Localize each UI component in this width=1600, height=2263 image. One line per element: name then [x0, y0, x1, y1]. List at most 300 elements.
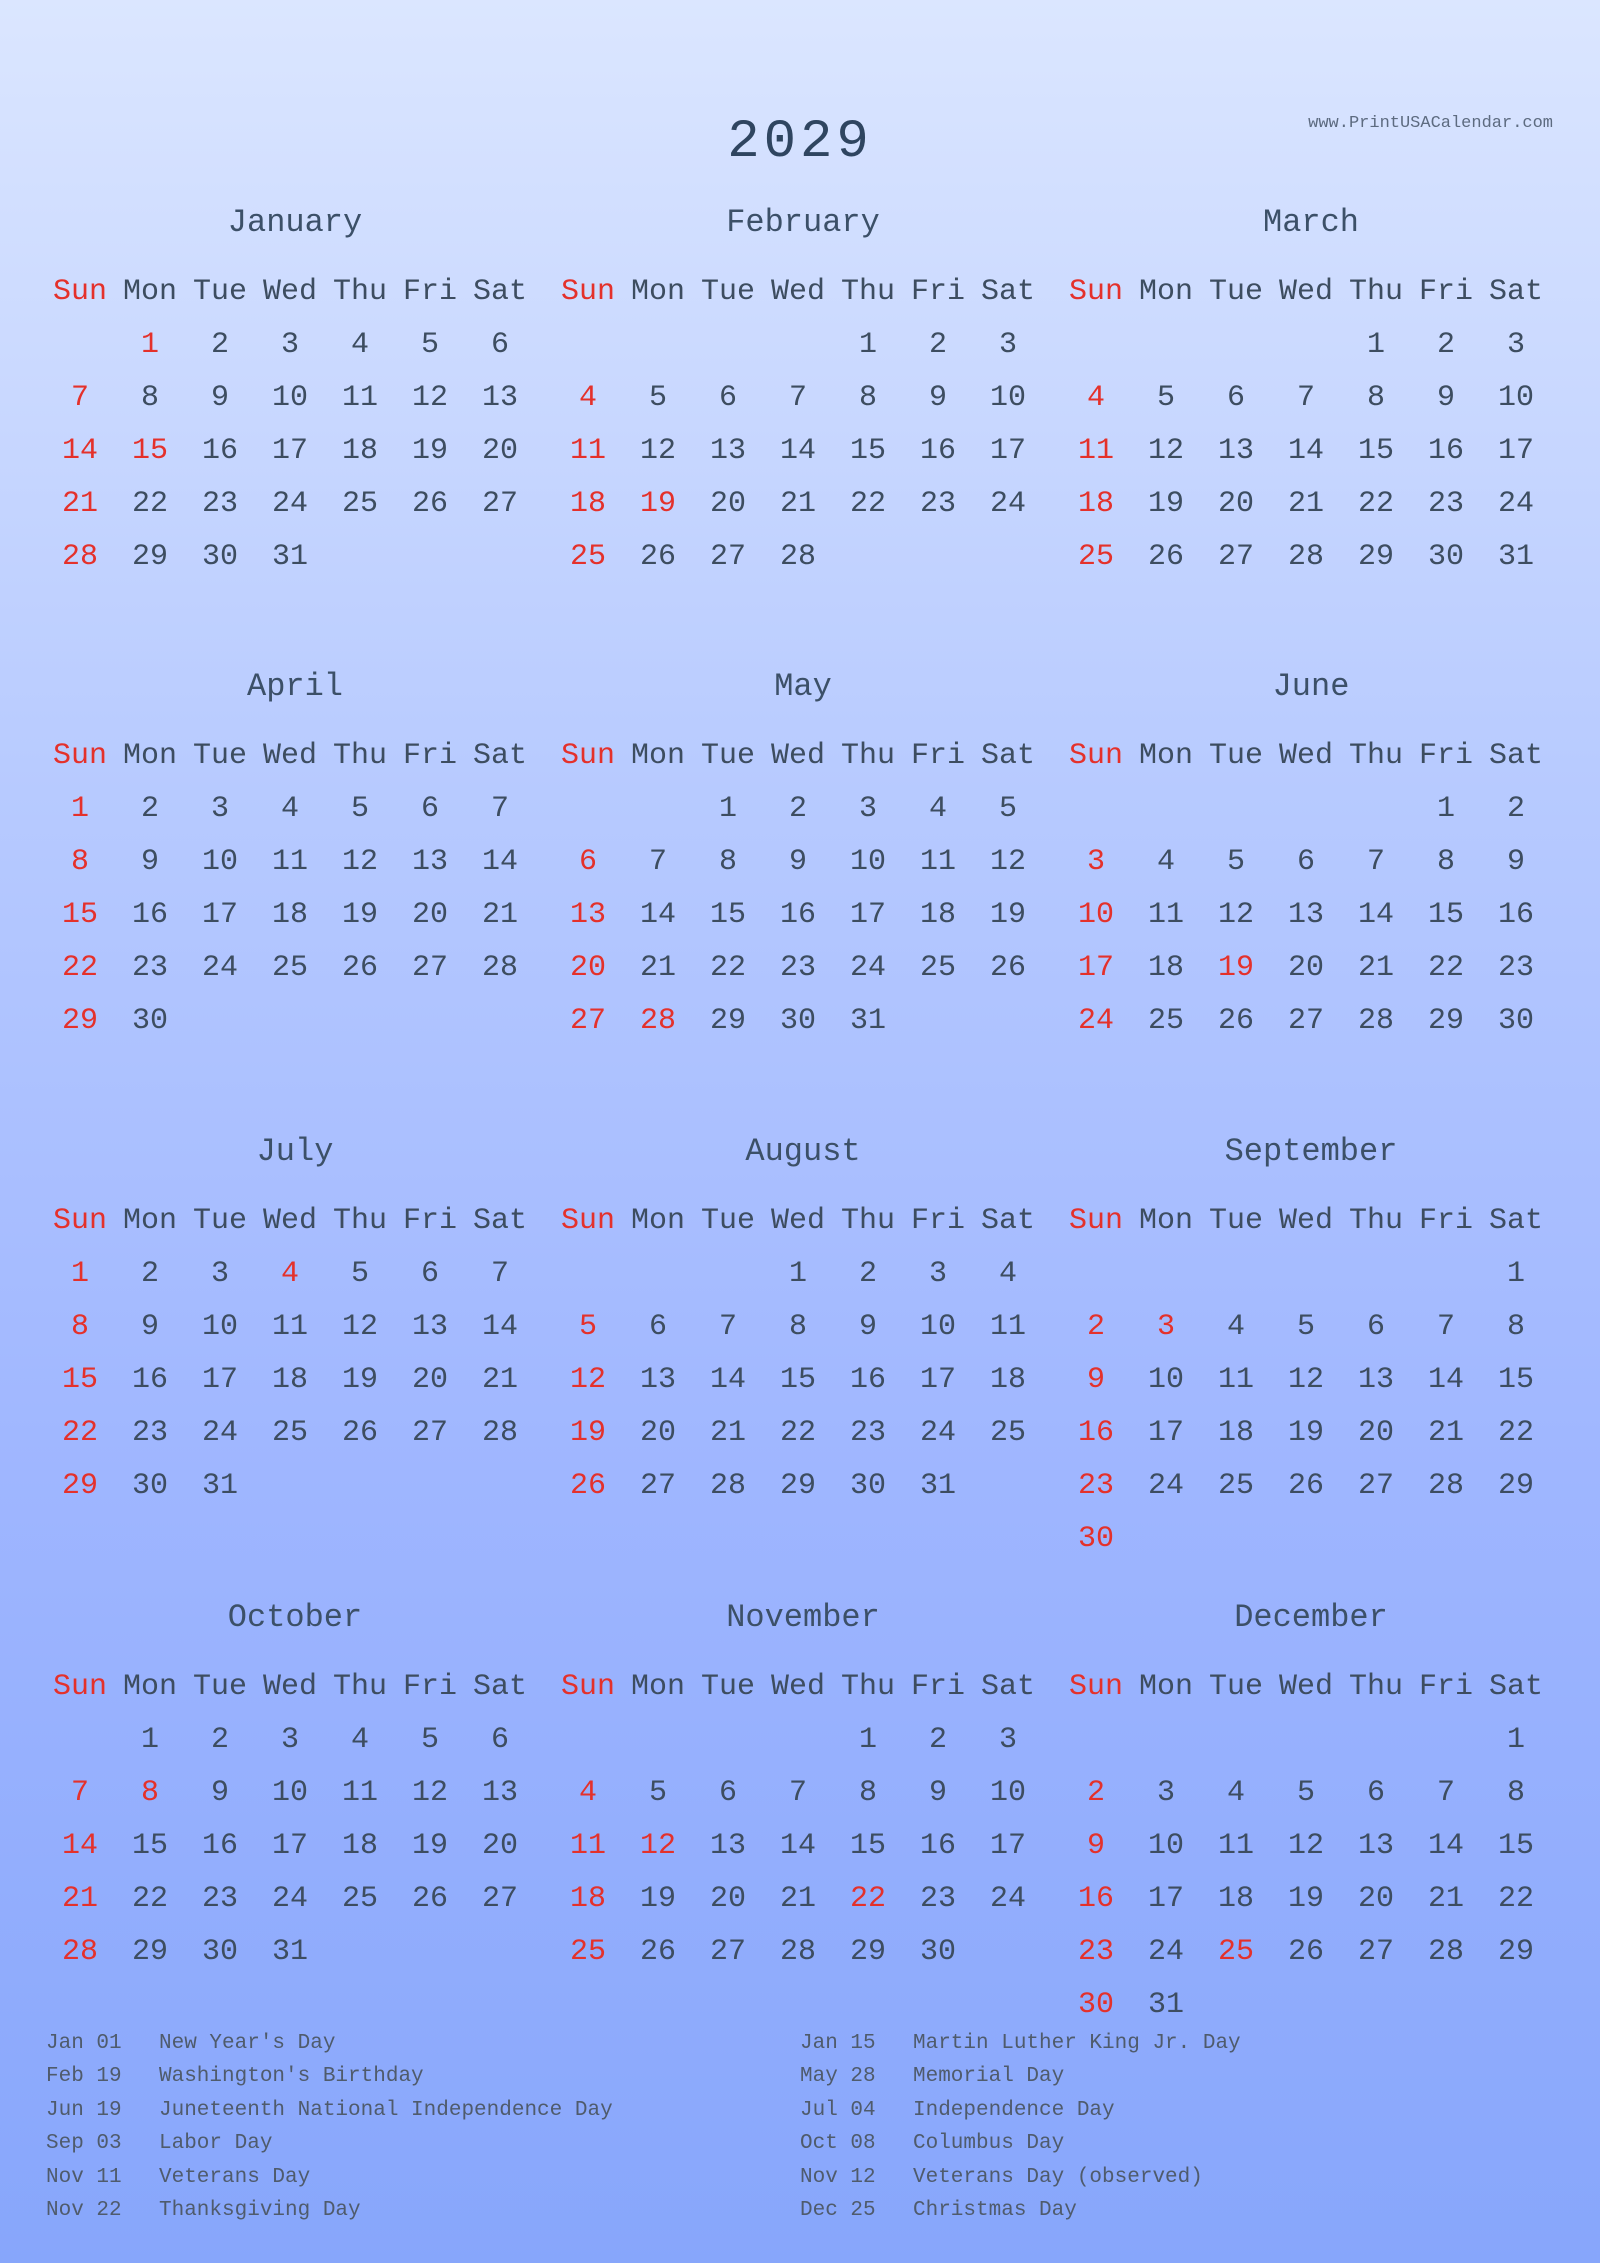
day-cell: 9	[788, 844, 807, 879]
day-cell: 5	[1296, 1309, 1315, 1344]
calendar-year-title: 2029	[727, 112, 873, 173]
day-cell: 25	[1217, 1934, 1254, 1969]
day-cell: 8	[718, 844, 737, 879]
day-cell: 5	[350, 1256, 369, 1291]
weekday-label: Tue	[700, 1203, 755, 1238]
day-cell: 9	[140, 1309, 159, 1344]
holiday-entry	[800, 2127, 1241, 2160]
day-cell: 2	[140, 791, 159, 826]
day-cell: 15	[1497, 1828, 1534, 1863]
day-cell: 27	[411, 950, 448, 985]
day-cell: 24	[201, 1415, 238, 1450]
day-cell: 9	[210, 1775, 229, 1810]
day-cell: 25	[1077, 539, 1114, 574]
holiday-date: Jun 19	[46, 2098, 122, 2122]
week-row	[1061, 1353, 1561, 1406]
day-cell: 24	[1147, 1468, 1184, 1503]
weekday-label: Tue	[1208, 274, 1263, 309]
week-row	[553, 994, 1053, 1047]
weekday-header	[553, 729, 1053, 782]
day-cell: 14	[779, 433, 816, 468]
day-cell: 15	[1427, 897, 1464, 932]
week-row	[45, 424, 545, 477]
day-cell: 9	[210, 380, 229, 415]
day-cell: 21	[481, 897, 518, 932]
month-october	[45, 1598, 545, 1978]
day-cell: 10	[1077, 897, 1114, 932]
day-cell: 14	[61, 433, 98, 468]
weekday-label: Sun	[52, 1669, 107, 1704]
day-cell: 27	[1357, 1934, 1394, 1969]
day-cell: 25	[1217, 1468, 1254, 1503]
month-may	[553, 667, 1053, 1047]
day-cell: 25	[989, 1415, 1026, 1450]
day-cell: 25	[271, 1415, 308, 1450]
weekday-label: Sun	[52, 274, 107, 309]
weekday-label: Tue	[700, 274, 755, 309]
month-january	[45, 203, 545, 583]
week-row	[1061, 1819, 1561, 1872]
day-cell: 13	[1287, 897, 1324, 932]
day-cell: 10	[201, 844, 238, 879]
holiday-list-left	[46, 2027, 613, 2227]
day-cell: 11	[1217, 1828, 1254, 1863]
day-cell: 27	[481, 486, 518, 521]
day-cell: 28	[1357, 1003, 1394, 1038]
weekday-label: Sat	[980, 274, 1035, 309]
week-row	[1061, 1406, 1561, 1459]
day-cell: 22	[849, 486, 886, 521]
week-row	[1061, 941, 1561, 994]
holiday-entry	[800, 2161, 1241, 2194]
day-cell: 26	[989, 950, 1026, 985]
week-row	[45, 1300, 545, 1353]
day-cell: 18	[271, 1362, 308, 1397]
week-row	[1061, 1459, 1561, 1512]
holiday-date: Dec 25	[800, 2198, 876, 2222]
day-cell: 8	[70, 844, 89, 879]
holiday-date: Sep 03	[46, 2132, 122, 2156]
day-cell: 23	[779, 950, 816, 985]
day-cell: 17	[1147, 1415, 1184, 1450]
weekday-label: Tue	[700, 1669, 755, 1704]
day-cell: 23	[849, 1415, 886, 1450]
day-cell: 19	[341, 1362, 378, 1397]
week-row	[553, 1247, 1053, 1300]
day-cell: 4	[1086, 380, 1105, 415]
day-cell: 21	[639, 950, 676, 985]
weekday-label: Fri	[402, 1203, 457, 1238]
day-cell: 4	[350, 327, 369, 362]
day-cell: 7	[1366, 844, 1385, 879]
day-cell: 21	[779, 1881, 816, 1916]
day-cell: 17	[849, 897, 886, 932]
day-cell: 11	[569, 1828, 606, 1863]
day-cell: 14	[1427, 1828, 1464, 1863]
day-cell: 15	[709, 897, 746, 932]
holiday-date: Nov 22	[46, 2198, 122, 2222]
weekday-label: Sat	[472, 738, 527, 773]
day-cell: 31	[1497, 539, 1534, 574]
day-cell: 28	[1427, 1468, 1464, 1503]
day-cell: 27	[639, 1468, 676, 1503]
day-cell: 25	[341, 486, 378, 521]
day-cell: 10	[989, 1775, 1026, 1810]
day-cell: 19	[341, 897, 378, 932]
weekday-label: Tue	[192, 1669, 247, 1704]
week-row	[553, 424, 1053, 477]
day-cell: 1	[858, 327, 877, 362]
day-cell: 8	[788, 1309, 807, 1344]
day-cell: 27	[569, 1003, 606, 1038]
day-cell: 15	[61, 897, 98, 932]
weekday-label: Fri	[1418, 1203, 1473, 1238]
day-cell: 11	[919, 844, 956, 879]
day-cell: 3	[998, 1722, 1017, 1757]
day-cell: 10	[1147, 1828, 1184, 1863]
week-row	[1061, 1766, 1561, 1819]
day-cell: 11	[1077, 433, 1114, 468]
weekday-label: Mon	[1138, 1669, 1193, 1704]
day-cell: 16	[131, 1362, 168, 1397]
day-cell: 1	[788, 1256, 807, 1291]
day-cell: 30	[1427, 539, 1464, 574]
day-cell: 20	[709, 1881, 746, 1916]
weekday-label: Wed	[262, 1669, 317, 1704]
day-cell: 7	[1296, 380, 1315, 415]
day-cell: 8	[858, 1775, 877, 1810]
day-cell: 20	[411, 1362, 448, 1397]
weekday-label: Tue	[1208, 738, 1263, 773]
day-cell: 3	[1156, 1309, 1175, 1344]
day-cell: 13	[481, 380, 518, 415]
day-cell: 14	[481, 844, 518, 879]
day-cell: 18	[1147, 950, 1184, 985]
day-cell: 28	[1287, 539, 1324, 574]
weekday-label: Fri	[1418, 1669, 1473, 1704]
week-row	[45, 477, 545, 530]
day-cell: 6	[420, 791, 439, 826]
day-cell: 23	[1497, 950, 1534, 985]
day-cell: 1	[140, 1722, 159, 1757]
holiday-entry	[46, 2094, 613, 2127]
day-cell: 27	[481, 1881, 518, 1916]
weekday-label: Tue	[700, 738, 755, 773]
week-row	[45, 1406, 545, 1459]
day-cell: 27	[709, 1934, 746, 1969]
day-cell: 30	[131, 1003, 168, 1038]
weekday-label: Sat	[472, 274, 527, 309]
day-cell: 20	[709, 486, 746, 521]
day-cell: 4	[998, 1256, 1017, 1291]
day-cell: 23	[131, 950, 168, 985]
day-cell: 20	[411, 897, 448, 932]
holiday-name: Martin Luther King Jr. Day	[913, 2032, 1241, 2055]
week-row	[45, 1713, 545, 1766]
weekday-label: Sun	[1068, 738, 1123, 773]
day-cell: 30	[1497, 1003, 1534, 1038]
day-cell: 3	[280, 327, 299, 362]
month-grid	[553, 1194, 1053, 1512]
weekday-label: Thu	[1348, 274, 1403, 309]
day-cell: 21	[61, 1881, 98, 1916]
day-cell: 3	[1506, 327, 1525, 362]
day-cell: 16	[131, 897, 168, 932]
weekday-label: Mon	[630, 738, 685, 773]
day-cell: 2	[928, 327, 947, 362]
day-cell: 19	[639, 1881, 676, 1916]
week-row	[553, 530, 1053, 583]
holiday-entry	[800, 2194, 1241, 2227]
day-cell: 4	[1226, 1309, 1245, 1344]
month-grid	[1061, 729, 1561, 1047]
day-cell: 8	[1436, 844, 1455, 879]
day-cell: 20	[481, 433, 518, 468]
day-cell: 19	[411, 433, 448, 468]
holiday-entry	[46, 2127, 613, 2160]
day-cell: 6	[578, 844, 597, 879]
day-cell: 29	[1357, 539, 1394, 574]
day-cell: 17	[1077, 950, 1114, 985]
week-row	[553, 1766, 1053, 1819]
day-cell: 13	[1357, 1828, 1394, 1863]
day-cell: 22	[1497, 1881, 1534, 1916]
week-row	[553, 1459, 1053, 1512]
day-cell: 2	[928, 1722, 947, 1757]
day-cell: 2	[1436, 327, 1455, 362]
weekday-header	[553, 1194, 1053, 1247]
day-cell: 22	[1497, 1415, 1534, 1450]
day-cell: 5	[1156, 380, 1175, 415]
weekday-label: Tue	[192, 738, 247, 773]
day-cell: 22	[709, 950, 746, 985]
day-cell: 12	[1287, 1828, 1324, 1863]
day-cell: 26	[639, 539, 676, 574]
day-cell: 7	[788, 1775, 807, 1810]
day-cell: 13	[639, 1362, 676, 1397]
holiday-entry	[800, 2060, 1241, 2093]
day-cell: 13	[481, 1775, 518, 1810]
weekday-label: Thu	[840, 1203, 895, 1238]
month-april	[45, 667, 545, 1047]
day-cell: 13	[1217, 433, 1254, 468]
day-cell: 8	[70, 1309, 89, 1344]
weekday-label: Thu	[332, 1203, 387, 1238]
week-row	[45, 888, 545, 941]
day-cell: 8	[140, 1775, 159, 1810]
day-cell: 30	[919, 1934, 956, 1969]
week-row	[1061, 1247, 1561, 1300]
day-cell: 28	[481, 950, 518, 985]
weekday-label: Sun	[1068, 274, 1123, 309]
day-cell: 25	[1147, 1003, 1184, 1038]
month-june	[1061, 667, 1561, 1047]
day-cell: 24	[849, 950, 886, 985]
week-row	[1061, 782, 1561, 835]
weekday-label: Thu	[1348, 738, 1403, 773]
weekday-label: Wed	[770, 738, 825, 773]
holiday-date: Jan 15	[800, 2032, 876, 2055]
day-cell: 21	[481, 1362, 518, 1397]
weekday-label: Sat	[1488, 274, 1543, 309]
day-cell: 17	[1147, 1881, 1184, 1916]
day-cell: 26	[639, 1934, 676, 1969]
day-cell: 9	[928, 380, 947, 415]
week-row	[553, 941, 1053, 994]
day-cell: 18	[341, 433, 378, 468]
day-cell: 6	[490, 1722, 509, 1757]
weekday-label: Mon	[1138, 1203, 1193, 1238]
holiday-name: Juneteenth National Independence Day	[159, 2098, 613, 2122]
day-cell: 5	[648, 380, 667, 415]
day-cell: 30	[779, 1003, 816, 1038]
month-name: January	[227, 204, 363, 241]
day-cell: 6	[648, 1309, 667, 1344]
day-cell: 21	[1427, 1415, 1464, 1450]
day-cell: 20	[481, 1828, 518, 1863]
weekday-label: Thu	[332, 1669, 387, 1704]
day-cell: 5	[998, 791, 1017, 826]
weekday-label: Thu	[332, 274, 387, 309]
weekday-label: Sat	[1488, 738, 1543, 773]
day-cell: 16	[1077, 1881, 1114, 1916]
day-cell: 7	[788, 380, 807, 415]
month-grid	[45, 1660, 545, 1978]
week-row	[45, 371, 545, 424]
month-march	[1061, 203, 1561, 583]
day-cell: 14	[709, 1362, 746, 1397]
day-cell: 12	[341, 1309, 378, 1344]
month-grid	[45, 1194, 545, 1512]
month-grid	[1061, 1660, 1561, 2031]
month-name: October	[227, 1599, 363, 1636]
week-row	[45, 1459, 545, 1512]
weekday-label: Wed	[262, 738, 317, 773]
day-cell: 17	[919, 1362, 956, 1397]
day-cell: 30	[201, 1934, 238, 1969]
day-cell: 17	[1497, 433, 1534, 468]
day-cell: 11	[271, 844, 308, 879]
weekday-header	[553, 1660, 1053, 1713]
day-cell: 22	[131, 1881, 168, 1916]
day-cell: 10	[271, 380, 308, 415]
day-cell: 21	[779, 486, 816, 521]
day-cell: 7	[718, 1309, 737, 1344]
day-cell: 11	[341, 380, 378, 415]
week-row	[1061, 1925, 1561, 1978]
day-cell: 6	[718, 1775, 737, 1810]
holiday-date: Jul 04	[800, 2098, 876, 2122]
day-cell: 13	[411, 1309, 448, 1344]
day-cell: 24	[1077, 1003, 1114, 1038]
day-cell: 18	[1217, 1415, 1254, 1450]
day-cell: 17	[271, 433, 308, 468]
day-cell: 10	[849, 844, 886, 879]
weekday-label: Mon	[1138, 274, 1193, 309]
day-cell: 16	[849, 1362, 886, 1397]
day-cell: 24	[271, 486, 308, 521]
day-cell: 29	[61, 1003, 98, 1038]
day-cell: 12	[1147, 433, 1184, 468]
day-cell: 12	[569, 1362, 606, 1397]
day-cell: 15	[849, 433, 886, 468]
day-cell: 16	[1077, 1415, 1114, 1450]
weekday-label: Wed	[1278, 1203, 1333, 1238]
day-cell: 7	[70, 380, 89, 415]
day-cell: 15	[1357, 433, 1394, 468]
day-cell: 17	[989, 1828, 1026, 1863]
weekday-header	[45, 265, 545, 318]
month-grid	[553, 729, 1053, 1047]
day-cell: 26	[411, 486, 448, 521]
week-row	[1061, 1713, 1561, 1766]
day-cell: 23	[1427, 486, 1464, 521]
day-cell: 19	[639, 486, 676, 521]
week-row	[45, 1819, 545, 1872]
day-cell: 14	[1357, 897, 1394, 932]
day-cell: 2	[210, 327, 229, 362]
month-september	[1061, 1132, 1561, 1565]
day-cell: 23	[919, 486, 956, 521]
day-cell: 20	[1357, 1881, 1394, 1916]
holiday-date: Nov 12	[800, 2165, 876, 2189]
weekday-label: Sun	[1068, 1203, 1123, 1238]
day-cell: 29	[1497, 1934, 1534, 1969]
day-cell: 1	[1506, 1256, 1525, 1291]
weekday-label: Sat	[980, 738, 1035, 773]
day-cell: 15	[1497, 1362, 1534, 1397]
day-cell: 7	[490, 791, 509, 826]
month-name: December	[1234, 1599, 1388, 1636]
week-row	[45, 1872, 545, 1925]
weekday-label: Mon	[630, 1669, 685, 1704]
day-cell: 21	[709, 1415, 746, 1450]
day-cell: 10	[919, 1309, 956, 1344]
month-name: May	[774, 668, 832, 705]
month-grid	[45, 265, 545, 583]
day-cell: 28	[61, 1934, 98, 1969]
week-row	[45, 1247, 545, 1300]
day-cell: 29	[1427, 1003, 1464, 1038]
day-cell: 9	[1436, 380, 1455, 415]
day-cell: 24	[989, 1881, 1026, 1916]
day-cell: 29	[709, 1003, 746, 1038]
day-cell: 22	[849, 1881, 886, 1916]
holiday-date: May 28	[800, 2065, 876, 2089]
day-cell: 23	[919, 1881, 956, 1916]
holiday-date: Jan 01	[46, 2032, 122, 2055]
weekday-label: Tue	[192, 1203, 247, 1238]
day-cell: 4	[928, 791, 947, 826]
week-row	[1061, 1978, 1561, 2031]
week-row	[553, 1406, 1053, 1459]
weekday-label: Mon	[1138, 738, 1193, 773]
day-cell: 5	[1296, 1775, 1315, 1810]
day-cell: 31	[1147, 1987, 1184, 2022]
day-cell: 6	[1366, 1775, 1385, 1810]
week-row	[45, 994, 545, 1047]
day-cell: 16	[1427, 433, 1464, 468]
week-row	[553, 1925, 1053, 1978]
day-cell: 17	[989, 433, 1026, 468]
day-cell: 15	[779, 1362, 816, 1397]
weekday-label: Tue	[1208, 1203, 1263, 1238]
website-url[interactable]: www.PrintUSACalendar.com	[1308, 114, 1553, 133]
holiday-entry	[46, 2060, 613, 2093]
holiday-name: Thanksgiving Day	[159, 2198, 361, 2222]
month-grid	[1061, 1194, 1561, 1565]
month-grid	[553, 1660, 1053, 1978]
